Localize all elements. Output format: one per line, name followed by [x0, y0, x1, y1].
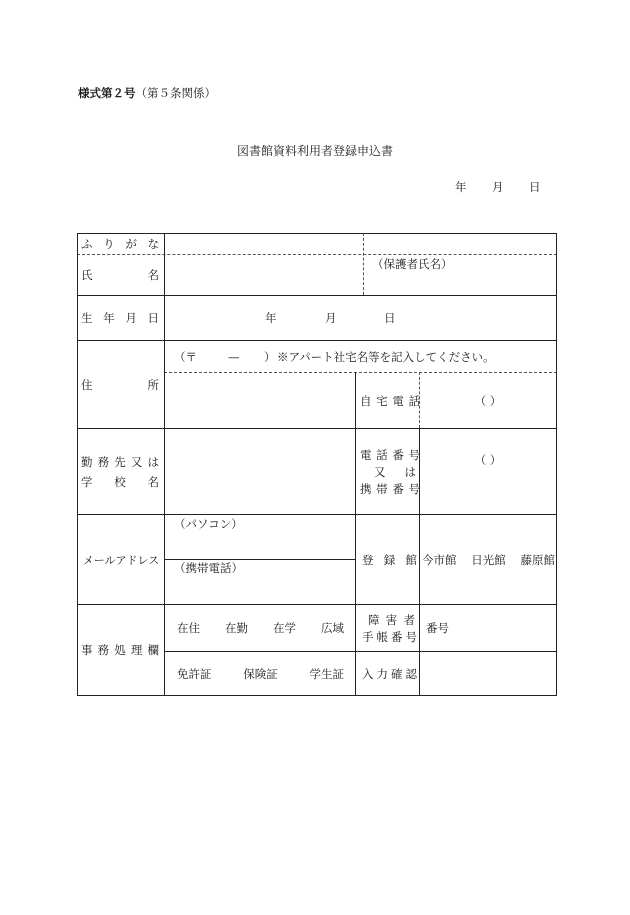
work-phone-input[interactable]: （ ） — [474, 453, 502, 467]
form-number-main: 様式第２号 — [78, 86, 136, 100]
date-day-label: 日 — [529, 180, 541, 194]
postal-code-open: （〒 — [174, 349, 197, 364]
address-label: 住 所 — [81, 377, 159, 392]
birth-year-label: 年 — [265, 311, 277, 325]
guardian-name-label: （保護者氏名） — [372, 257, 453, 271]
form-number-article: （第５条関係） — [135, 86, 216, 100]
guardian-furigana-input[interactable] — [368, 235, 552, 253]
name-label: 氏 名 — [81, 268, 159, 282]
residence-option-student[interactable]: 在学 — [273, 621, 296, 635]
label-column-divider — [164, 233, 165, 696]
library-options-list — [422, 552, 555, 568]
mobile-email-label: （携帯電話） — [174, 561, 243, 575]
address-note: ※アパート社宅名等を記入してください。 — [277, 349, 495, 364]
id-option-license[interactable]: 免許証 — [177, 666, 212, 681]
form-number — [78, 85, 216, 101]
disability-label-line2: 手 帳 番 号 — [362, 629, 417, 644]
home-phone-input[interactable]: （ ） — [474, 393, 502, 408]
phone-label-line1: 電 話 番 号 — [360, 447, 420, 462]
home-phone-label: 自 宅 電 話 — [360, 393, 420, 408]
postal-code-first-input[interactable] — [195, 343, 225, 370]
document-title: 図書館資料利用者登録申込書 — [236, 144, 393, 158]
residence-options — [177, 605, 344, 651]
library-option-imaichi[interactable]: 今市館 — [422, 552, 457, 567]
residence-option-wide-area[interactable]: 広域 — [321, 621, 344, 635]
value-column-divider — [355, 372, 356, 696]
phone-label-line3: 携 帯 番 号 — [360, 481, 420, 496]
registration-form-table — [77, 233, 557, 696]
disability-label-line1: 障 害 者 — [368, 612, 415, 627]
library-option-fujiwara[interactable]: 藤原館 — [520, 552, 555, 567]
handbook-number-input[interactable] — [453, 609, 553, 647]
phone-label-line2: 又 は — [374, 464, 416, 479]
residence-option-resident[interactable]: 在住 — [177, 621, 200, 635]
birth-month-label: 月 — [325, 311, 337, 325]
workplace-label-line1: 勤 務 先 又 は — [81, 454, 159, 469]
pc-email-label: （パソコン） — [174, 517, 243, 531]
date-month-label: 月 — [492, 180, 504, 194]
date-year-label: 年 — [455, 180, 467, 194]
guardian-name-input[interactable] — [368, 274, 552, 293]
postal-code-dash: — — [228, 349, 240, 364]
input-confirmation-box[interactable] — [423, 655, 553, 692]
id-document-options — [177, 652, 344, 695]
furigana-label: ふ り が な — [81, 236, 159, 251]
pc-email-input[interactable] — [169, 535, 351, 557]
workplace-label-line2: 学 校 名 — [81, 474, 159, 489]
registered-library-label: 登 録 館 — [362, 552, 417, 567]
residence-option-employed[interactable]: 在勤 — [225, 621, 248, 635]
library-option-nikko[interactable]: 日光館 — [471, 552, 506, 567]
id-document-options-list — [177, 666, 344, 682]
table-border-bottom — [77, 695, 557, 696]
name-input[interactable] — [169, 257, 359, 293]
address-input[interactable] — [169, 375, 351, 425]
mobile-email-input[interactable] — [169, 578, 351, 602]
workplace-school-label — [81, 429, 159, 514]
birth-day-label: 日 — [384, 311, 396, 325]
office-use-label: 事 務 処 理 欄 — [81, 643, 159, 657]
id-option-student-card[interactable]: 学生証 — [309, 666, 344, 681]
table-border-right — [556, 233, 557, 696]
residence-options-list — [177, 620, 344, 636]
guardian-dashed-divider — [363, 233, 364, 295]
disability-handbook-label — [362, 605, 417, 651]
id-option-insurance[interactable]: 保険証 — [243, 666, 278, 681]
email-address-label: メールアドレス — [82, 553, 160, 567]
table-border-left — [77, 233, 78, 696]
input-confirmation-label: 入 力 確 認 — [362, 666, 417, 681]
workplace-school-input[interactable] — [169, 432, 351, 511]
postal-code-close: ） — [264, 349, 276, 364]
postal-code-second-input[interactable] — [240, 343, 262, 370]
furigana-input[interactable] — [169, 235, 359, 253]
library-options — [422, 515, 555, 604]
birthdate-label: 生 年 月 日 — [81, 311, 159, 325]
handbook-number-label: 番号 — [426, 621, 449, 635]
phone-or-mobile-label — [360, 429, 420, 514]
